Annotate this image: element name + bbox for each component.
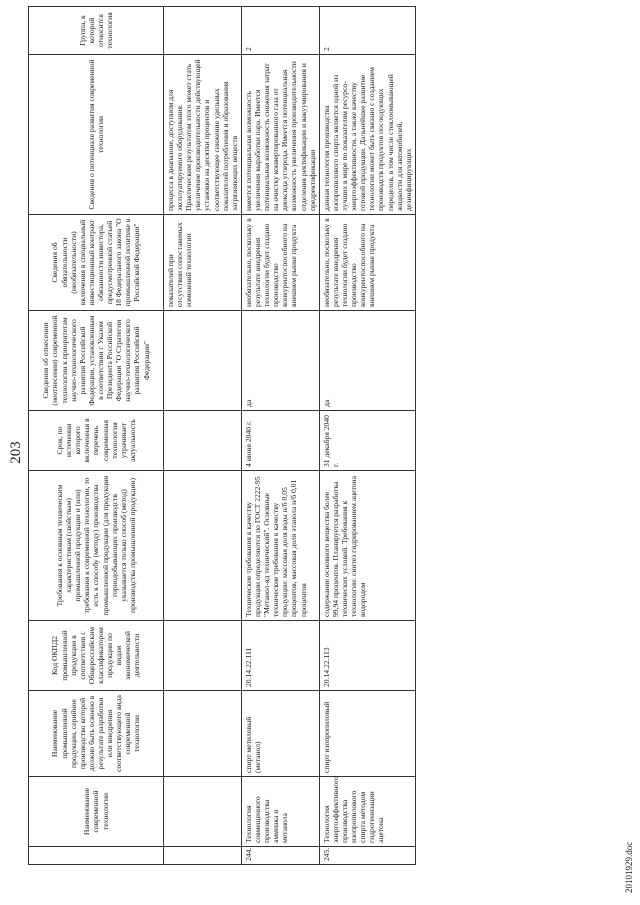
table-row bbox=[319, 7, 415, 865]
table-cell: процесса в диапазоне, доступном для эксплуатируемого оборудования. Практическим результатом этого может стать увеличение производительности действующей установки на десятки процентов и соответствующее снижение удельных показателей потребления и образования загрязняющих веществ bbox=[164, 55, 242, 215]
table-cell: Технология совмещенного производства аммиака и метанола bbox=[241, 777, 319, 847]
table-cell: имеется потенциальная возможность увеличения выработки пара. Имеется потенциальная возможность снижения затрат на очистку конвертированного газа от диоксида углерода. Имеется потенциальная возможность увеличения производительности отделения ректификации и вакуумирования и предректификации bbox=[241, 55, 319, 215]
table-cell: 4 июня 2040 г. bbox=[241, 411, 319, 471]
table-cell: 244. bbox=[241, 847, 319, 865]
header-cell: Сведения об обязательности (необязательности) включения в специальный инвестиционный контракт обязанности инвестора, предусмотренной статьей 18 Федерального закона "О промышленной политике в Российской Федерации" bbox=[29, 215, 164, 311]
table-cell: 20.14.22.111 bbox=[241, 621, 319, 691]
page-number: 203 bbox=[8, 441, 24, 464]
header-cell: Группа, к которой относится технология bbox=[29, 7, 164, 55]
header-cell: Наименование промышленной продукции, серийное производство которой должно быть освоено в результате разработки или внедрения соответствующего вида современной технологии bbox=[29, 691, 164, 777]
table-cell: необязательно, поскольку в результате внедрения технологии будет создано производство конкурентоспособного на внешнем рынке продукта bbox=[319, 215, 415, 311]
technology-table bbox=[28, 6, 416, 865]
header-cell bbox=[29, 847, 164, 865]
table-cell bbox=[164, 411, 242, 471]
header-cell: Требования к основным техническим характеристикам (свойствам) промышленной продукции и (или) требования к современной технологии, то есть к способу (методу) производства промышленной продукции (для продукции горнодобывающих производств указывается только способ (метод) производства промышленной продукции) bbox=[29, 471, 164, 621]
table-cell: показателей при отсутствии сопоставимых изменений технологии bbox=[164, 215, 242, 311]
table-cell: 2 bbox=[319, 7, 415, 55]
table-cell: да bbox=[319, 311, 415, 411]
table-cell: спирт изопропиловый bbox=[319, 691, 415, 777]
header-row bbox=[29, 7, 164, 865]
table-cell: данная технология производства изопропилового спирта является одной из лучших в мире по показателям ресурсо-энергоэффективности, а также качеству готовой продукции. Дальнейшее развитие технологии может быть связано с созданием производств продуктов последующих переделов, в том числе стеклоомывающей жидкости для автомобилей, дезинфицирующих bbox=[319, 55, 415, 215]
table-cell bbox=[164, 471, 242, 621]
table-cell: содержание основного вещества более 99,94 процентов. Планируется разработка технических условий. Требования к технологии: синтез гидрированием ацетона водородом bbox=[319, 471, 415, 621]
table-cell bbox=[164, 311, 242, 411]
header-cell: Срок, по истечении которого включенная в перечень современная технология утрачивает актуальность bbox=[29, 411, 164, 471]
table-cell bbox=[164, 691, 242, 777]
header-cell: Сведения о потенциале развития современной технологии bbox=[29, 55, 164, 215]
document-filename: 20101929.doc bbox=[624, 841, 634, 893]
header-cell: Сведения об отнесении (неотнесении) современной технологии к приоритетам научно-технологического развития Российской Федерации, установленным в соответствии с Указом Президента Российской Федерации "О Стратегии научно-технологического развития Российской Федерации" bbox=[29, 311, 164, 411]
table-cell: 2 bbox=[241, 7, 319, 55]
table-row bbox=[241, 7, 319, 865]
table-cell: 20.14.22.113 bbox=[319, 621, 415, 691]
table-cell: спирт метиловый (метанол) bbox=[241, 691, 319, 777]
header-cell: Код ОКПД2 промышленной продукции в соответствии с Общероссийским классификатором продукции по видам экономической деятельности bbox=[29, 621, 164, 691]
table-cell bbox=[164, 847, 242, 865]
table-cell: Технология энергоэффективного производства изопропилового спирта методом гидрогенизации ацетона bbox=[319, 777, 415, 847]
table-cell: 31 декабря 2040 г. bbox=[319, 411, 415, 471]
header-cell: Наименование современной технологии bbox=[29, 777, 164, 847]
table-cell: да bbox=[241, 311, 319, 411]
table-cell bbox=[164, 777, 242, 847]
table-row bbox=[164, 7, 242, 865]
table-cell bbox=[164, 621, 242, 691]
table-cell bbox=[164, 7, 242, 55]
table-cell: Технические требования к качеству продукции определяются по ГОСТ 2222-95 "Метанол-яд технический". Основные технические требования к качеству продукции: массовая доля воды н/б 0,05 процентов, массовая доля этанола н/б 0,01 процентов bbox=[241, 471, 319, 621]
table-cell: 245. bbox=[319, 847, 415, 865]
table-cell: необязательно, поскольку в результате внедрения технологии будет создано производство конкурентоспособного на внешнем рынке продукта bbox=[241, 215, 319, 311]
